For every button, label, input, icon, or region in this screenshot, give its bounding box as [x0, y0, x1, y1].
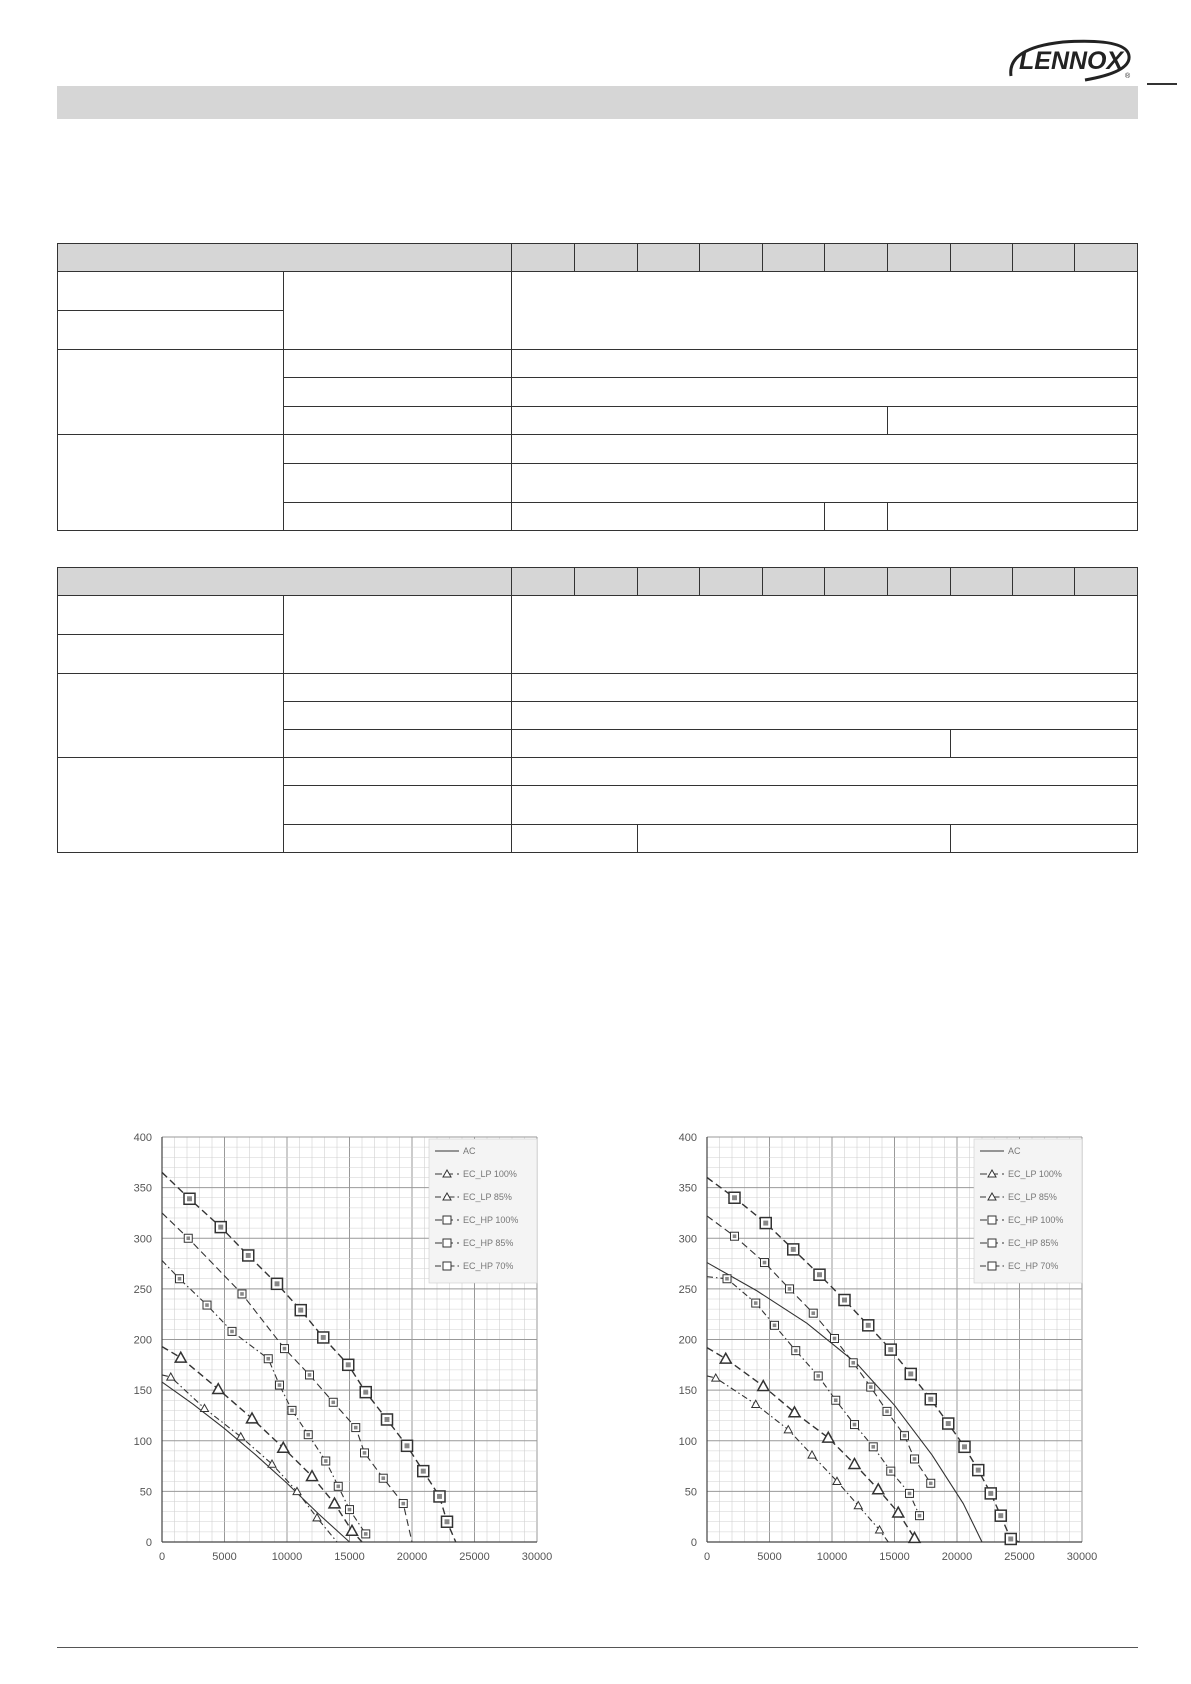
data-point-marker-inner	[754, 1301, 758, 1305]
data-point-marker-inner	[929, 1481, 933, 1485]
y-tick-label: 150	[678, 1385, 697, 1398]
legend-marker	[988, 1239, 996, 1247]
legend-marker	[443, 1262, 451, 1270]
data-point-marker-inner	[308, 1373, 312, 1377]
data-point-marker-inner	[998, 1513, 1003, 1518]
x-tick-label: 0	[703, 1551, 711, 1563]
x-tick-label: 10000	[271, 1551, 303, 1563]
data-point-marker-inner	[976, 1468, 981, 1473]
legend-label: AC	[1008, 1146, 1021, 1156]
data-point-marker	[167, 1373, 175, 1380]
table-cell	[284, 407, 511, 435]
data-point-marker	[213, 1384, 224, 1394]
table-cell	[511, 596, 1137, 674]
table-header-label-cell	[58, 568, 512, 596]
table-row	[58, 350, 1138, 378]
data-point-marker-inner	[246, 1253, 251, 1258]
model-column-cell	[511, 568, 574, 596]
y-tick-label: 50	[684, 1486, 697, 1499]
data-point-marker-inner	[331, 1400, 335, 1404]
data-point-marker-inner	[306, 1433, 310, 1437]
data-point-marker-inner	[298, 1308, 303, 1313]
table-header-row	[58, 244, 1138, 272]
data-point-marker-inner	[363, 1451, 367, 1455]
table-cell	[284, 702, 511, 730]
model-column-cell	[762, 568, 824, 596]
data-point-marker	[237, 1433, 245, 1440]
table-cell	[511, 350, 1137, 378]
table-cell	[511, 378, 1137, 407]
spec-table-1	[57, 243, 1138, 531]
table-row	[58, 674, 1138, 702]
data-point-marker	[329, 1498, 340, 1508]
table-cell	[58, 635, 284, 674]
table-cell	[284, 435, 511, 464]
data-point-marker-inner	[908, 1371, 913, 1376]
data-point-marker-inner	[888, 1347, 893, 1352]
legend-label: EC_HP 100%	[1008, 1215, 1064, 1225]
x-tick-label: 30000	[521, 1551, 553, 1563]
data-point-marker	[784, 1426, 792, 1433]
y-tick-label: 200	[133, 1334, 152, 1347]
table-cell	[58, 435, 284, 531]
data-point-marker	[720, 1353, 731, 1363]
table-cell	[58, 350, 284, 435]
table-cell	[888, 503, 1138, 531]
table-row	[58, 272, 1138, 311]
legend-marker	[988, 1262, 996, 1270]
table-cell	[284, 464, 511, 503]
table-cell	[511, 407, 887, 435]
y-tick-label: 400	[678, 1132, 697, 1144]
data-point-marker-inner	[903, 1434, 907, 1438]
data-point-marker-inner	[763, 1221, 768, 1226]
data-point-marker-inner	[324, 1459, 328, 1463]
table-cell	[511, 464, 1137, 503]
x-tick-label: 25000	[459, 1551, 490, 1563]
series-line	[162, 1261, 366, 1534]
data-point-marker-inner	[186, 1236, 190, 1240]
data-point-marker-inner	[205, 1303, 209, 1307]
data-point-marker-inner	[240, 1292, 244, 1296]
data-point-marker-inner	[363, 1390, 368, 1395]
data-point-marker-inner	[791, 1247, 796, 1252]
y-tick-label: 150	[133, 1385, 152, 1398]
data-point-marker-inner	[817, 1272, 822, 1277]
y-tick-label: 400	[133, 1132, 152, 1144]
y-tick-label: 350	[133, 1182, 152, 1195]
y-tick-label: 100	[678, 1435, 697, 1448]
data-point-marker-inner	[885, 1410, 889, 1414]
model-column-cell	[700, 568, 762, 596]
data-point-marker-inner	[346, 1362, 351, 1367]
table-cell	[824, 503, 887, 531]
model-column-cell	[700, 244, 762, 272]
fan-curve-chart-right	[655, 1105, 1145, 1575]
data-point-marker	[201, 1404, 209, 1411]
data-point-marker-inner	[364, 1532, 368, 1536]
model-column-cell	[824, 244, 887, 272]
model-column-cell	[1075, 568, 1138, 596]
legend-label: EC_HP 70%	[463, 1261, 514, 1271]
data-point-marker-inner	[908, 1492, 912, 1496]
data-point-marker-inner	[866, 1323, 871, 1328]
data-point-marker-inner	[733, 1234, 737, 1238]
model-column-cell	[950, 244, 1012, 272]
logo-text: LENNOX	[1019, 47, 1124, 75]
data-point-marker	[347, 1525, 358, 1535]
table-cell	[950, 825, 1137, 853]
x-tick-label: 30000	[1066, 1551, 1098, 1563]
model-column-cell	[1013, 244, 1075, 272]
data-point-marker-inner	[290, 1409, 294, 1413]
data-point-marker-inner	[732, 1195, 737, 1200]
series-line	[707, 1348, 920, 1542]
table-cell	[511, 435, 1137, 464]
legend-marker	[443, 1216, 451, 1224]
footer-rule	[57, 1647, 1138, 1648]
x-tick-label: 5000	[757, 1551, 782, 1563]
data-point-marker-inner	[218, 1225, 223, 1230]
table-row	[58, 758, 1138, 786]
table-cell	[284, 378, 511, 407]
data-point-marker	[909, 1532, 920, 1542]
table-cell	[58, 758, 284, 853]
y-tick-label: 200	[678, 1334, 697, 1347]
lennox-logo	[1005, 36, 1135, 84]
header-rule	[1147, 83, 1177, 85]
data-point-marker-inner	[834, 1398, 838, 1402]
table-cell	[58, 596, 284, 635]
model-column-cell	[888, 244, 950, 272]
data-point-marker-inner	[773, 1324, 777, 1328]
model-column-cell	[762, 244, 824, 272]
data-point-marker-inner	[946, 1421, 951, 1426]
legend-label: EC_LP 100%	[463, 1169, 517, 1179]
x-tick-label: 5000	[212, 1551, 237, 1563]
data-point-marker-inner	[851, 1361, 855, 1365]
y-tick-label: 300	[133, 1233, 152, 1246]
data-point-marker-inner	[445, 1519, 450, 1524]
legend-label: EC_HP 70%	[1008, 1261, 1059, 1271]
data-point-marker-inner	[928, 1397, 933, 1402]
table-cell	[284, 825, 511, 853]
legend-label: EC_LP 85%	[1008, 1192, 1057, 1202]
data-point-marker	[808, 1451, 816, 1458]
table-cell	[511, 786, 1137, 825]
table-cell	[511, 825, 637, 853]
table-cell	[511, 503, 824, 531]
data-point-marker-inner	[321, 1335, 326, 1340]
data-point-marker-inner	[913, 1457, 917, 1461]
data-point-marker-inner	[401, 1502, 405, 1506]
fan-curve-chart-left	[110, 1105, 600, 1575]
data-point-marker-inner	[278, 1383, 282, 1387]
x-tick-label: 25000	[1004, 1551, 1035, 1563]
y-tick-label: 0	[145, 1537, 152, 1549]
data-point-marker-inner	[794, 1349, 798, 1353]
data-point-marker	[752, 1400, 760, 1407]
legend-label: EC_HP 85%	[463, 1238, 514, 1248]
y-tick-label: 350	[678, 1182, 697, 1195]
y-tick-label: 50	[139, 1486, 152, 1499]
data-point-marker-inner	[275, 1281, 280, 1286]
data-point-marker-inner	[853, 1423, 857, 1427]
model-column-cell	[824, 568, 887, 596]
data-point-marker-inner	[437, 1494, 442, 1499]
data-point-marker-inner	[725, 1277, 729, 1281]
data-point-marker-inner	[918, 1514, 922, 1518]
x-tick-label: 15000	[879, 1551, 910, 1563]
table-cell	[511, 758, 1137, 786]
data-point-marker-inner	[336, 1485, 340, 1489]
model-column-cell	[1013, 568, 1075, 596]
x-tick-label: 20000	[396, 1551, 428, 1563]
data-point-marker-inner	[354, 1426, 358, 1430]
section-header-bar	[57, 86, 1138, 119]
data-point-marker-inner	[788, 1287, 792, 1291]
data-point-marker-inner	[871, 1445, 875, 1449]
table-cell	[511, 702, 1137, 730]
legend-label: EC_LP 85%	[463, 1192, 512, 1202]
data-point-marker	[247, 1413, 258, 1423]
model-column-cell	[950, 568, 1012, 596]
x-tick-label: 15000	[334, 1551, 365, 1563]
data-point-marker	[712, 1374, 720, 1381]
table-cell	[284, 350, 511, 378]
data-point-marker-inner	[421, 1469, 426, 1474]
legend-label: AC	[463, 1146, 476, 1156]
table-cell	[888, 407, 1138, 435]
data-point-marker-inner	[833, 1337, 837, 1341]
table-cell	[950, 730, 1137, 758]
y-tick-label: 250	[133, 1283, 152, 1296]
model-column-cell	[575, 244, 637, 272]
table-header-row	[58, 568, 1138, 596]
model-column-cell	[511, 244, 574, 272]
data-point-marker-inner	[405, 1443, 410, 1448]
table-cell	[511, 730, 950, 758]
model-column-cell	[637, 568, 699, 596]
x-tick-label: 0	[158, 1551, 166, 1563]
data-point-marker-inner	[763, 1261, 767, 1265]
data-point-marker-inner	[187, 1196, 192, 1201]
model-column-cell	[888, 568, 950, 596]
y-tick-label: 100	[133, 1435, 152, 1448]
table-cell	[284, 786, 511, 825]
data-point-marker	[758, 1381, 769, 1391]
model-column-cell	[1075, 244, 1138, 272]
data-point-marker-inner	[266, 1357, 270, 1361]
table-cell	[284, 272, 511, 350]
data-point-marker-inner	[816, 1374, 820, 1378]
y-tick-label: 250	[678, 1283, 697, 1296]
legend-marker	[443, 1239, 451, 1247]
table-cell	[58, 272, 284, 311]
data-point-marker	[854, 1502, 862, 1509]
table-cell	[58, 674, 284, 758]
data-point-marker-inner	[230, 1330, 234, 1334]
data-point-marker-inner	[988, 1491, 993, 1496]
data-point-marker-inner	[962, 1444, 967, 1449]
table-cell	[58, 311, 284, 350]
data-point-marker-inner	[381, 1476, 385, 1480]
series-line	[707, 1376, 888, 1542]
model-column-cell	[575, 568, 637, 596]
table-row	[58, 435, 1138, 464]
legend-marker	[988, 1216, 996, 1224]
model-column-cell	[637, 244, 699, 272]
table-row	[58, 596, 1138, 635]
data-point-marker-inner	[348, 1508, 352, 1512]
y-tick-label: 0	[690, 1537, 697, 1549]
table-cell	[284, 596, 511, 674]
data-point-marker-inner	[385, 1417, 390, 1422]
data-point-marker-inner	[869, 1385, 873, 1389]
spec-table-2	[57, 567, 1138, 853]
table-cell	[284, 730, 511, 758]
data-point-marker-inner	[178, 1277, 182, 1281]
data-point-marker-inner	[842, 1298, 847, 1303]
x-tick-label: 10000	[816, 1551, 848, 1563]
x-tick-label: 20000	[941, 1551, 973, 1563]
data-point-marker-inner	[811, 1311, 815, 1315]
table-cell	[511, 674, 1137, 702]
table-cell	[284, 758, 511, 786]
legend-label: EC_HP 100%	[463, 1215, 519, 1225]
legend-label: EC_HP 85%	[1008, 1238, 1059, 1248]
table-cell	[637, 825, 950, 853]
y-tick-label: 300	[678, 1233, 697, 1246]
data-point-marker-inner	[283, 1347, 287, 1351]
table-cell	[511, 272, 1137, 350]
data-point-marker	[175, 1352, 186, 1362]
data-point-marker-inner	[1008, 1536, 1013, 1541]
table-cell	[284, 503, 511, 531]
data-point-marker-inner	[889, 1469, 893, 1473]
logo-registered-mark: ®	[1125, 73, 1131, 80]
table-cell	[284, 674, 511, 702]
legend-label: EC_LP 100%	[1008, 1169, 1062, 1179]
table-header-label-cell	[58, 244, 512, 272]
